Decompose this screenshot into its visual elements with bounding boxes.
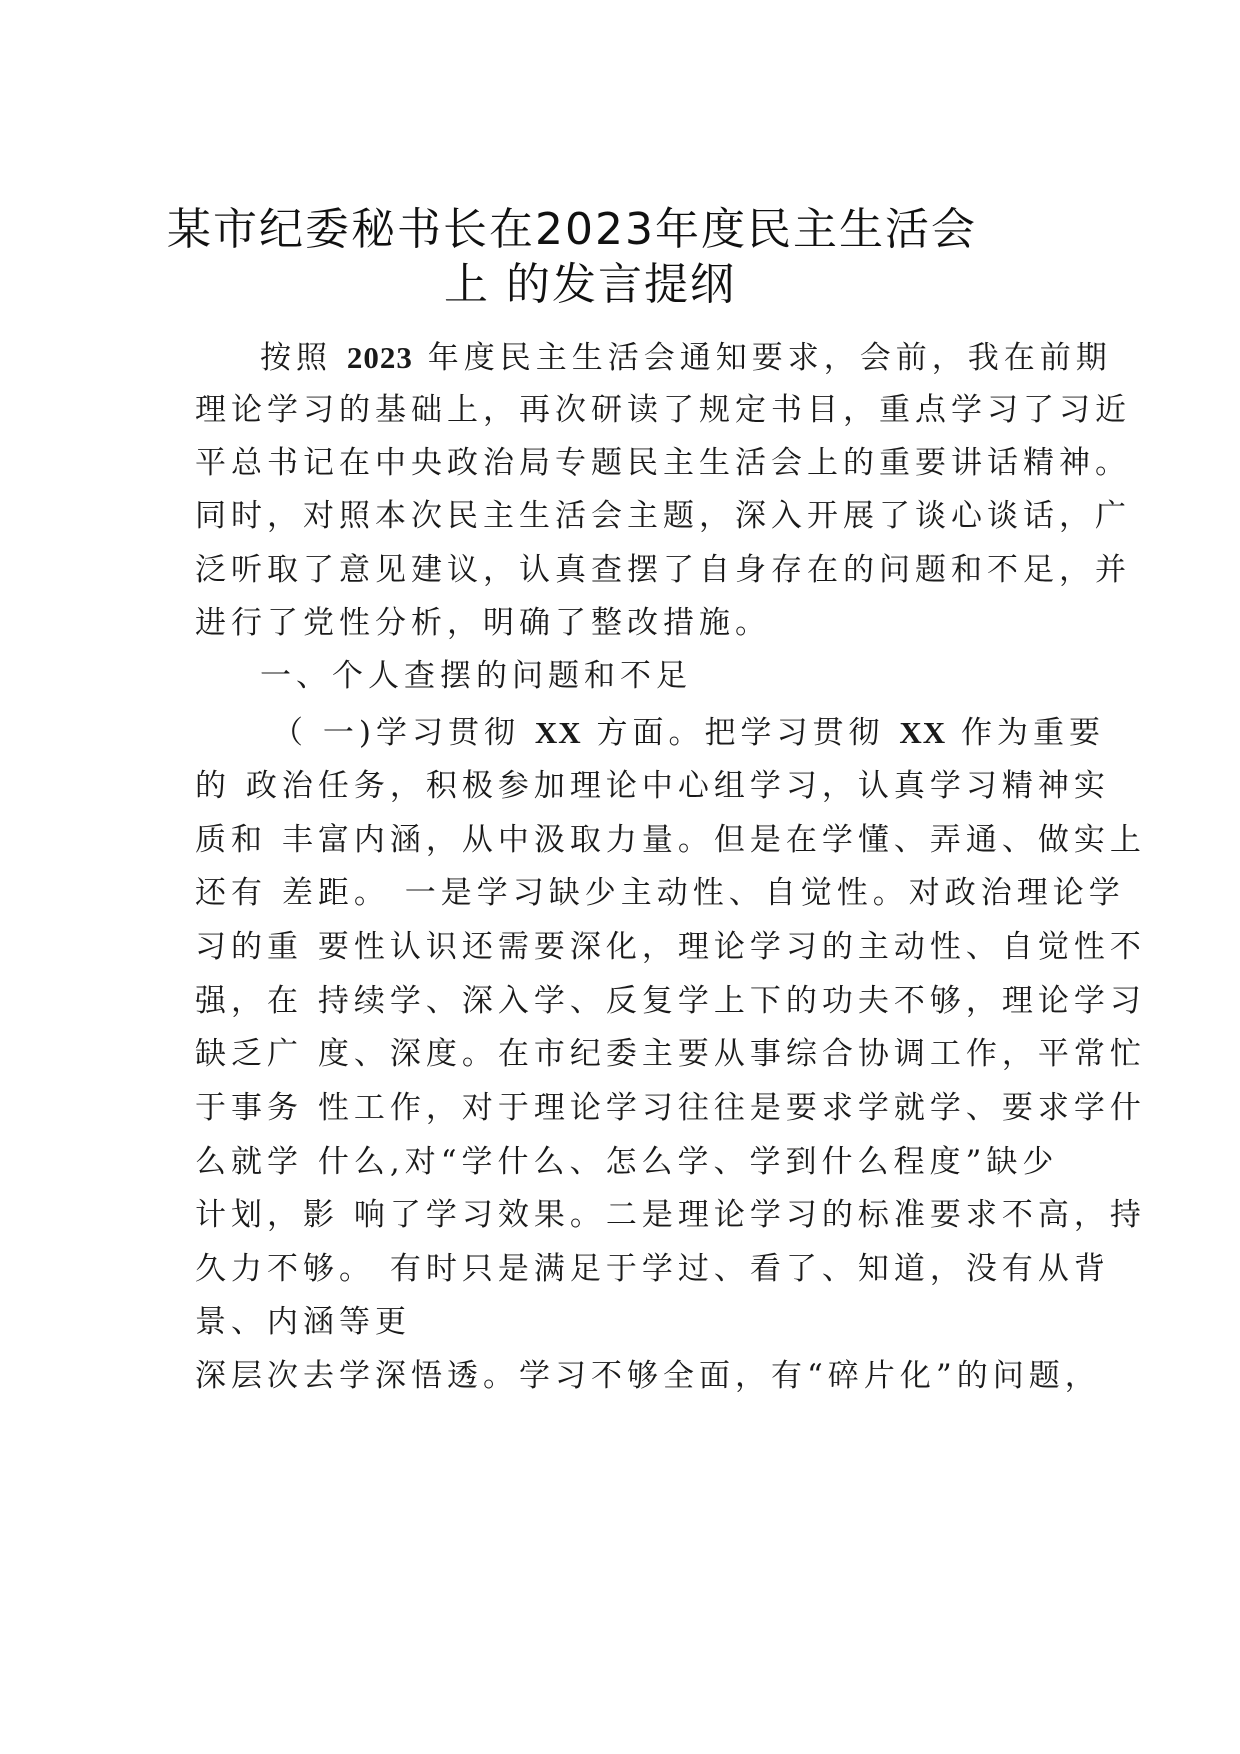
text-run: 方面。把学习贯彻 bbox=[581, 715, 900, 751]
xx-bold: XX bbox=[899, 715, 947, 750]
paragraph-2-line-9: 么就学 什么,对“学什么、怎么学、学到什么程度”缺少 bbox=[195, 1144, 1059, 1180]
paragraph-2-line-1 bbox=[272, 717, 1105, 749]
document-title-line-2: 上 的发言提纲 bbox=[444, 259, 736, 310]
paragraph-2-line-2: 的 政治任务，积极参加理论中心组学习，认真学习精神实 bbox=[195, 768, 1110, 804]
xx-bold: XX bbox=[534, 715, 582, 750]
text-run: 按照 bbox=[260, 340, 347, 376]
paragraph-2-line-5: 习的重 要性认识还需要深化，理论学习的主动性、自觉性不 bbox=[195, 929, 1146, 965]
paragraph-1-line-6: 进行了党性分析，明确了整改措施。 bbox=[195, 605, 771, 641]
paragraph-2-line-3: 质和 丰富内涵，从中汲取力量。但是在学懂、弄通、做实上 bbox=[195, 822, 1146, 858]
paragraph-2-line-13: 深层次去学深悟透。学习不够全面，有“碎片化”的问题， bbox=[195, 1358, 1101, 1394]
paragraph-2-line-7: 缺乏广 度、深度。在市纪委主要从事综合协调工作，平常忙 bbox=[195, 1036, 1146, 1072]
text-run: 年度民主生活会通知要求，会前，我在前期 bbox=[412, 340, 1112, 376]
paragraph-2-line-10: 计划，影 响了学习效果。二是理论学习的标准要求不高，持 bbox=[195, 1197, 1146, 1233]
paragraph-2-line-12: 景、内涵等更 bbox=[195, 1304, 411, 1340]
text-run: 作为重要 bbox=[946, 715, 1105, 751]
year-bold: 2023 bbox=[346, 340, 413, 375]
document-title-line-1: 某市纪委秘书长在2023年度民主生活会 bbox=[167, 204, 977, 255]
paragraph-2-line-4: 还有 差距。 一是学习缺少主动性、自觉性。对政治理论学 bbox=[195, 875, 1125, 911]
paragraph-2-line-11: 久力不够。 有时只是满足于学过、看了、知道，没有从背 bbox=[195, 1251, 1110, 1287]
paragraph-1-line-1 bbox=[260, 342, 1112, 374]
paragraph-1-line-2: 理论学习的基础上，再次研读了规定书目，重点学习了习近 bbox=[195, 392, 1131, 428]
paragraph-1-line-4: 同时，对照本次民主生活会主题，深入开展了谈心谈话，广 bbox=[195, 498, 1131, 534]
text-run: （ 一)学习贯彻 bbox=[272, 715, 535, 751]
paragraph-1-line-5: 泛听取了意见建议，认真查摆了自身存在的问题和不足，并 bbox=[195, 552, 1131, 588]
paragraph-1-line-3: 平总书记在中央政治局专题民主生活会上的重要讲话精神。 bbox=[195, 445, 1131, 481]
paragraph-2-line-8: 于事务 性工作，对于理论学习往往是要求学就学、要求学什 bbox=[195, 1090, 1146, 1126]
paragraph-2-line-6: 强，在 持续学、深入学、反复学上下的功夫不够，理论学习 bbox=[195, 983, 1146, 1019]
section-heading: 一、个人查摆的问题和不足 bbox=[260, 658, 692, 694]
